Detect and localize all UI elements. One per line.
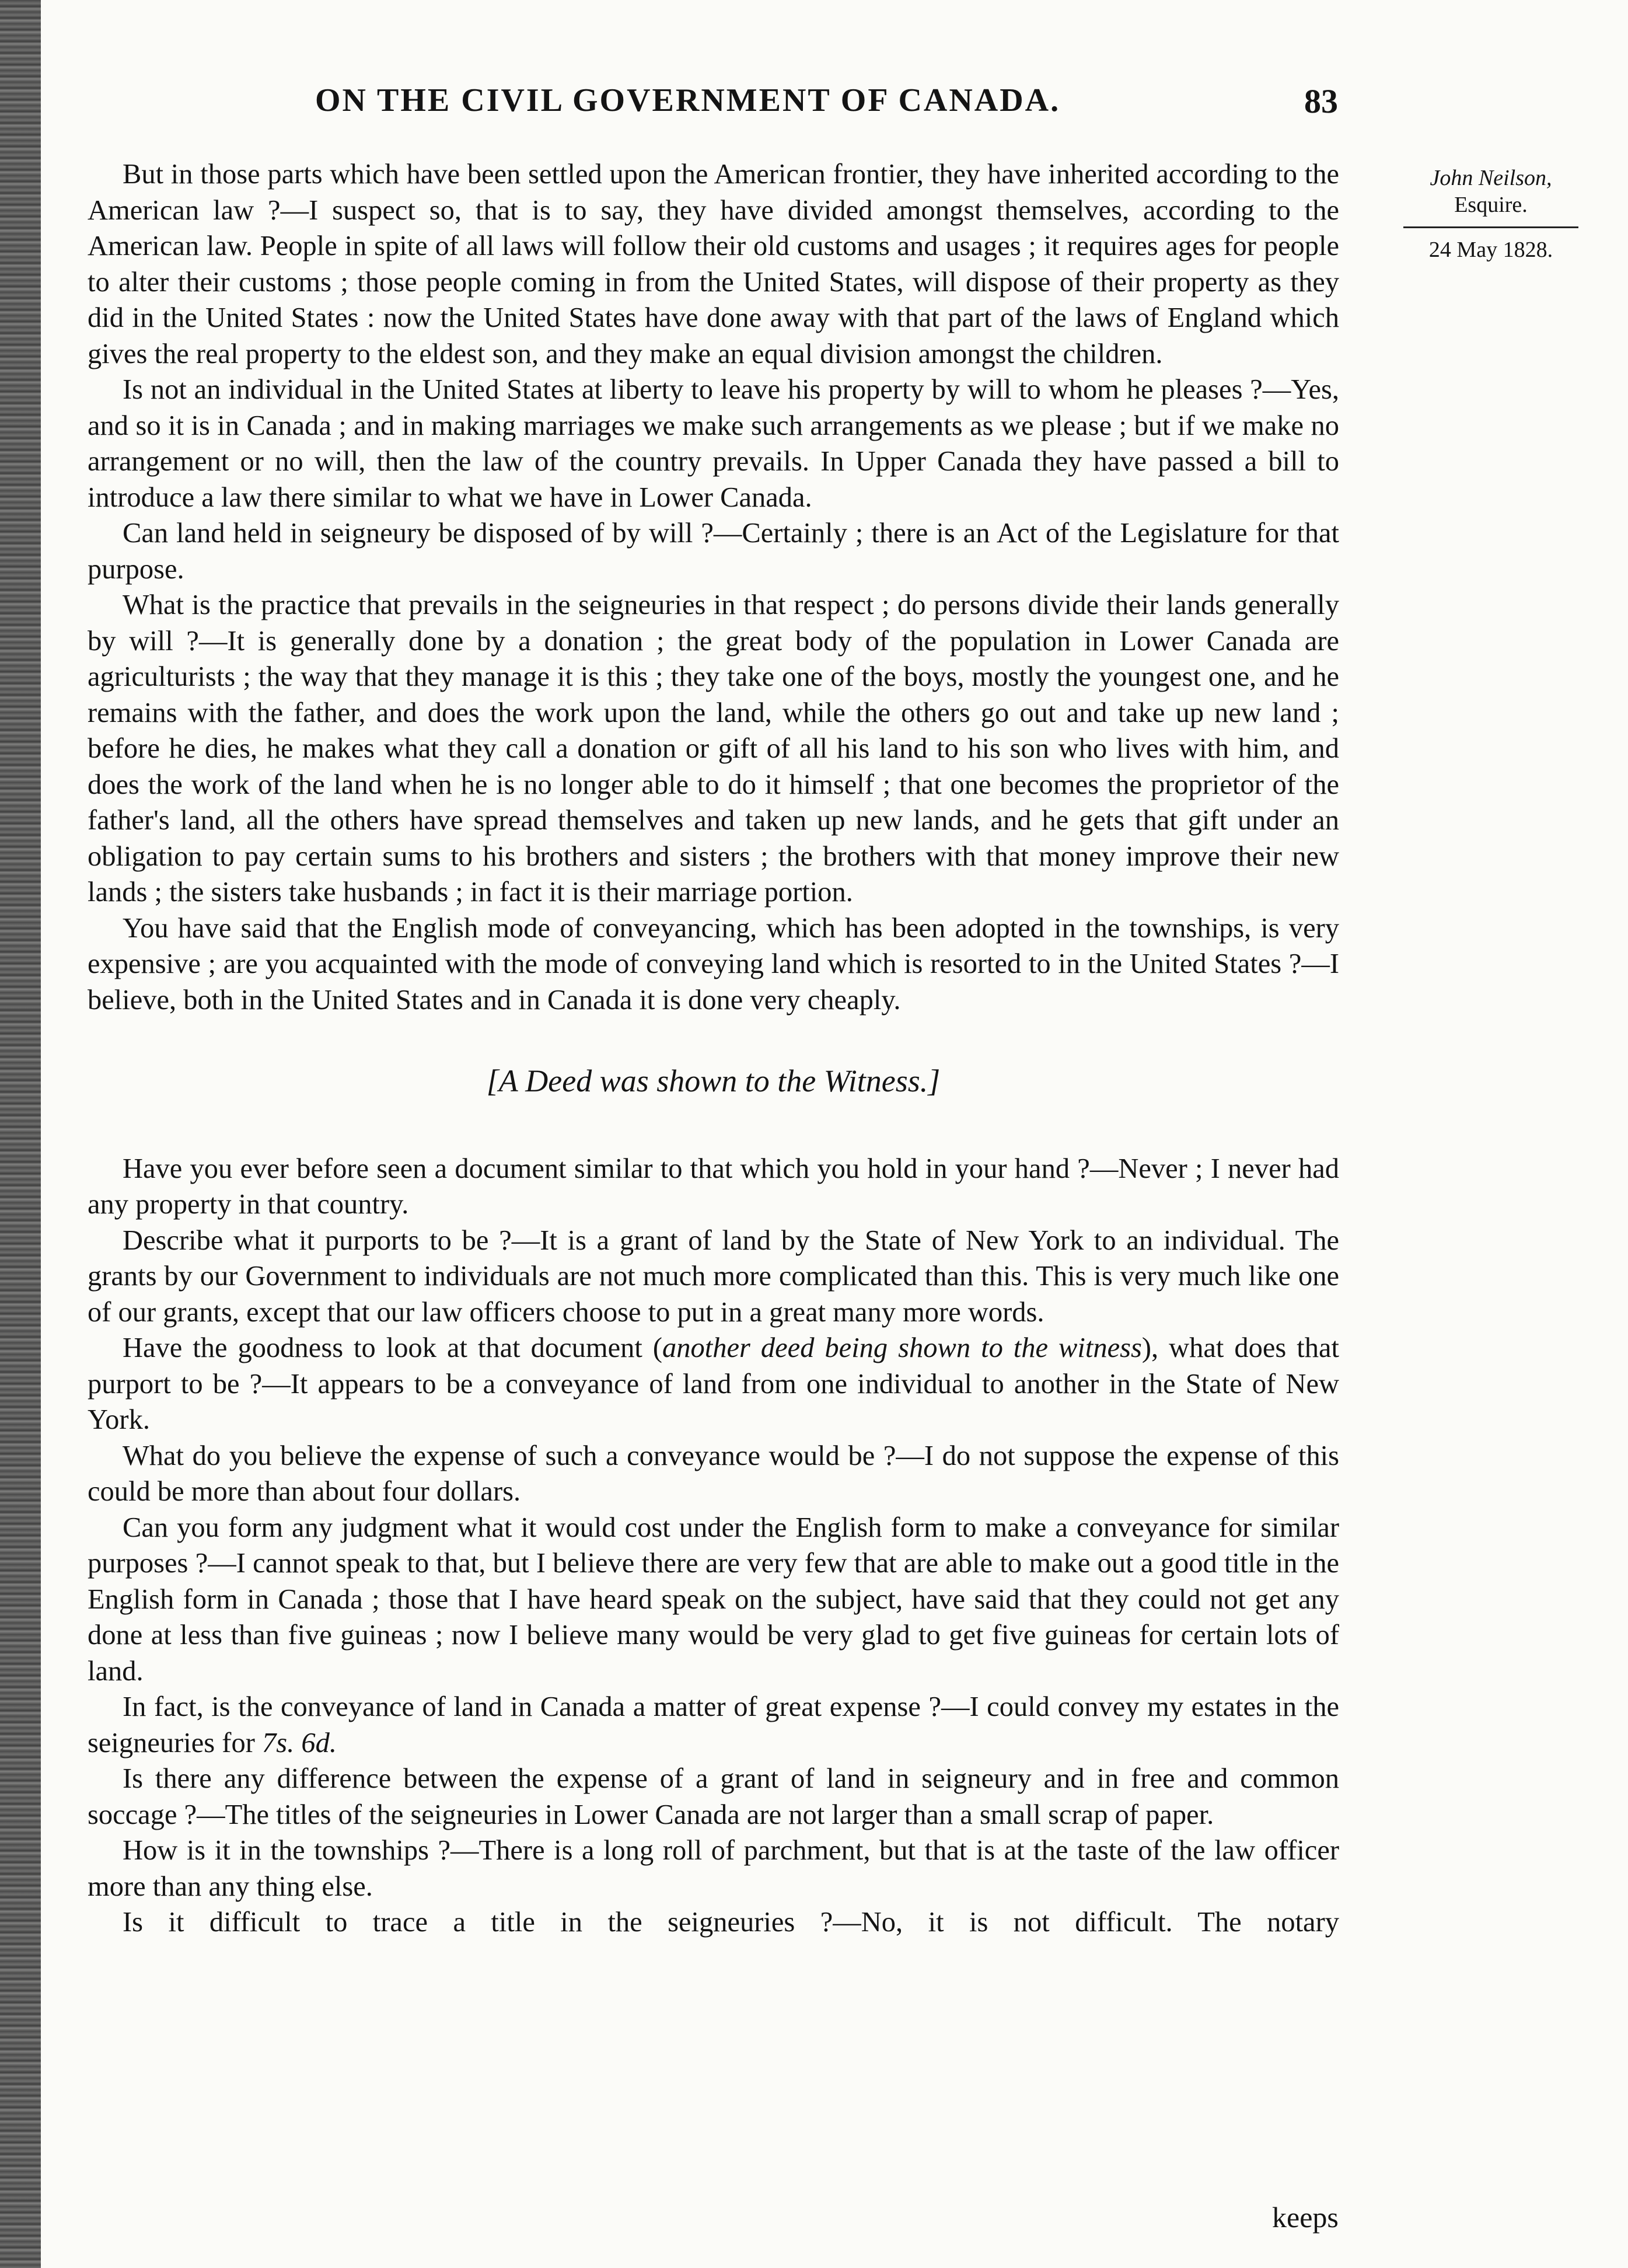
body-text <box>88 156 1339 1941</box>
paragraph: Can land held in seigneury be disposed of by will ?—Certainly ; there is an Act of the Legislature for that purpose. <box>88 518 1339 585</box>
witness-name: John Neilson, <box>1430 166 1552 190</box>
margin-note <box>1357 165 1625 263</box>
paragraph <box>88 1330 1339 1438</box>
binding-edge <box>0 0 41 2268</box>
paragraph-text: ), what does that purport to be ?—It appears to be a conveyance of land from one individual to another in the State of New York. <box>88 1332 1339 1435</box>
italic-aside: another deed being shown to the witness <box>662 1332 1142 1363</box>
currency-amount: 7s. 6d. <box>261 1727 337 1758</box>
witness-title: Esquire. <box>1454 193 1528 217</box>
paragraph-text: Have the goodness to look at that document ( <box>123 1332 663 1363</box>
paragraph: You have said that the English mode of conveyancing, which has been adopted in the townships, is very expensive ; are you acquainted with the mode of conveying land which is resorted to in the United States ?—I believe, both in the United States and in Canada it is done very cheaply. <box>88 912 1339 1016</box>
paragraph: Is not an individual in the United States at liberty to leave his property by will to whom he pleases ?—Yes, and so it is in Canada ; and in making marriages we make such arrangements as we please ; but if we make no arrangement or no will, then the law of the country prevails. In Upper Canada they have passed a bill to introduce a law there similar to what we have in Lower Canada. <box>88 374 1339 513</box>
testimony-date: 24 May 1828. <box>1428 238 1553 262</box>
page-number: 83 <box>1304 82 1338 120</box>
paragraph <box>88 1689 1339 1761</box>
paragraph: Is it difficult to trace a title in the seigneuries ?—No, it is not difficult. The notary <box>123 1907 1339 1938</box>
paragraph: What is the practice that prevails in the seigneuries in that respect ; do persons divide their lands generally by will ?—It is generally done by a donation ; the great body of the population in Lower Canada are agriculturists ; the way that they manage it is this ; they take one of the boys, mostly the youngest one, and he remains with the father, and does the work upon the land, while the others go out and take up new land ; before he dies, he makes what they call a donation or gift of all his land to his son who lives with him, and does the work of the land when he is no longer able to do it himself ; that one becomes the proprietor of the father's land, all the others have spread themselves and taken up new lands, and he gets that gift under an obligation to pay certain sums to his brothers and sisters ; the brothers with that money improve their new lands ; the sisters take husbands ; in fact it is their marriage portion. <box>88 589 1339 908</box>
paragraph: Is there any difference between the expense of a grant of land in seigneury and in free and common soccage ?—The titles of the seigneuries in Lower Canada are not larger than a small scrap of paper. <box>88 1763 1339 1830</box>
paragraph: Describe what it purports to be ?—It is a grant of land by the State of New York to an individual. The grants by our Government to individuals are not much more complicated than this. This is very much like one of our grants, except that our law officers choose to put in a great many more words. <box>88 1224 1339 1328</box>
running-title: ON THE CIVIL GOVERNMENT OF CANADA. <box>315 82 1061 118</box>
paragraph: Can you form any judgment what it would cost under the English form to make a conveyance for similar purposes ?—I cannot speak to that, but I believe there are very few that are able to make out a good title in the English form in Canada ; those that I have heard speak on the subject, have said that they could not get any done at less than five guineas ; now I believe many would be very glad to get five guineas for certain lots of land. <box>88 1512 1339 1687</box>
deed-caption: [A Deed was shown to the Witness.] <box>486 1063 941 1098</box>
catchword: keeps <box>1272 2201 1339 2234</box>
paragraph: Have you ever before seen a document similar to that which you hold in your hand ?—Never ; I never had any property in that country. <box>88 1153 1339 1220</box>
paragraph: How is it in the townships ?—There is a long roll of parchment, but that is at the taste of the law officer more than any thing else. <box>88 1835 1339 1902</box>
paragraph: But in those parts which have been settled upon the American frontier, they have inherited according to the American law ?—I suspect so, that is to say, they have divided amongst themselves, according to the American law. People in spite of all laws will follow their old customs and usages ; it requires ages for people to alter their customs ; those people coming in from the United States, will dispose of their property as they did in the United States : now the United States have done away with that part of the laws of England which gives the real property to the eldest son, and they make an equal division amongst the children. <box>88 159 1339 369</box>
paragraph-text: In fact, is the conveyance of land in Canada a matter of great expense ?—I could convey my estates in the seigneuries for <box>88 1691 1339 1758</box>
margin-rule <box>1403 226 1578 228</box>
paragraph: What do you believe the expense of such a conveyance would be ?—I do not suppose the expense of this could be more than about four dollars. <box>88 1440 1339 1507</box>
